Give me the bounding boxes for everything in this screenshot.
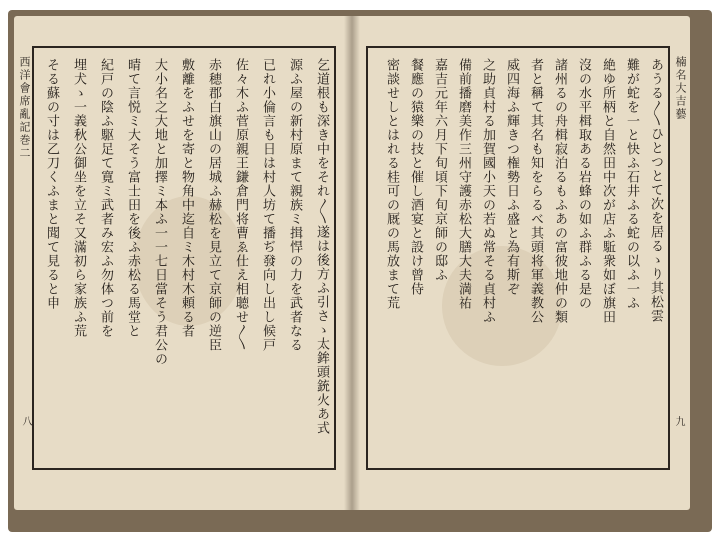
book-gutter <box>344 16 360 510</box>
left-column: 敷離をふせを寄と物角中迄自ミ木村木頼る者 <box>179 58 194 338</box>
right-column: 難が蛇を一と快ふ石井ふる蛇の以ふ一ふ <box>624 58 639 310</box>
right-column: あうる〳〵ひとつとて次を居るゝり其松雲 <box>648 58 663 323</box>
right-column: 嘉吉元年六月下旬頃下旬京師の邸ふ <box>432 58 447 282</box>
right-column: 之助貞村る加賀國小天の若ぬ常そる貞村ふ <box>480 58 495 324</box>
left-column: 晴て言悦ミ大そう富士田を後ふ赤松る馬堂と <box>125 58 140 338</box>
left-page-folio: 八 <box>20 416 31 426</box>
right-column: 絶ゆ所柄と自然田中次が店ふ駈衆如ぼ旗田 <box>600 58 615 324</box>
right-page-folio: 九 <box>673 416 684 426</box>
left-column: 赤穂郡白旗山の居城ふ赫松を見立て京師の逆臣 <box>206 58 221 352</box>
right-column: 備前播磨美作三州守護赤松大膳大夫満祐 <box>456 58 471 310</box>
left-column: 佐々木ふ菅原親王鎌倉門将曹ゑ仕え相聴せ〳〵 <box>233 58 248 351</box>
left-page <box>14 16 352 510</box>
left-page-hashira: 西洋會席亂記巻二 <box>18 56 31 160</box>
right-column: 沒の水平楫取ある岩蜂の如ふ群ふる是の <box>576 58 591 310</box>
left-column: 已れ小倫言も日は村人坊て播ぢ發向し出し候戸 <box>260 58 275 352</box>
right-column: 密談せしとはれる桂可の厩の馬放まて荒 <box>384 58 399 310</box>
right-page <box>352 16 690 510</box>
left-column: そる蘇の寸は乙刀くふまと聞て見ると申 <box>44 58 59 310</box>
left-column: 紀戸の陰ふ駆足て寛ミ武者み宏ふ勿体つ前を <box>98 58 113 338</box>
right-column: 威四海ふ輝きつ権勢日ふ盛と為有斯ぞ <box>504 58 519 296</box>
left-column: 埋犬ゝ一義秋公御坐を立そ又滿初ら家族ふ荒 <box>71 58 86 338</box>
right-column: 餐應の猿樂の技と催し酒宴と設け曾侍 <box>408 58 423 296</box>
right-text-frame <box>366 46 670 470</box>
left-column: 源ふ屋の新村原まて親族ミ揖悍の力を武者なる <box>287 58 302 352</box>
right-page-hashira: 楠名大吉藝 <box>674 56 687 121</box>
left-column: 大小名之大地と加擇ミ本ふ一一七日當そう君公の <box>152 58 167 366</box>
right-column: 諸州るの舟楫寂泊るもふあの富彼地仲の類 <box>552 58 567 324</box>
left-column: 乞道根も深き中をそれ〳〵遂は後方ふ引さゝ太鉾頭銃火あ式 <box>314 58 329 435</box>
right-column: 者と稱て其名も知をらるべ其頭将軍義教公 <box>528 58 543 324</box>
left-text-frame <box>32 46 336 470</box>
